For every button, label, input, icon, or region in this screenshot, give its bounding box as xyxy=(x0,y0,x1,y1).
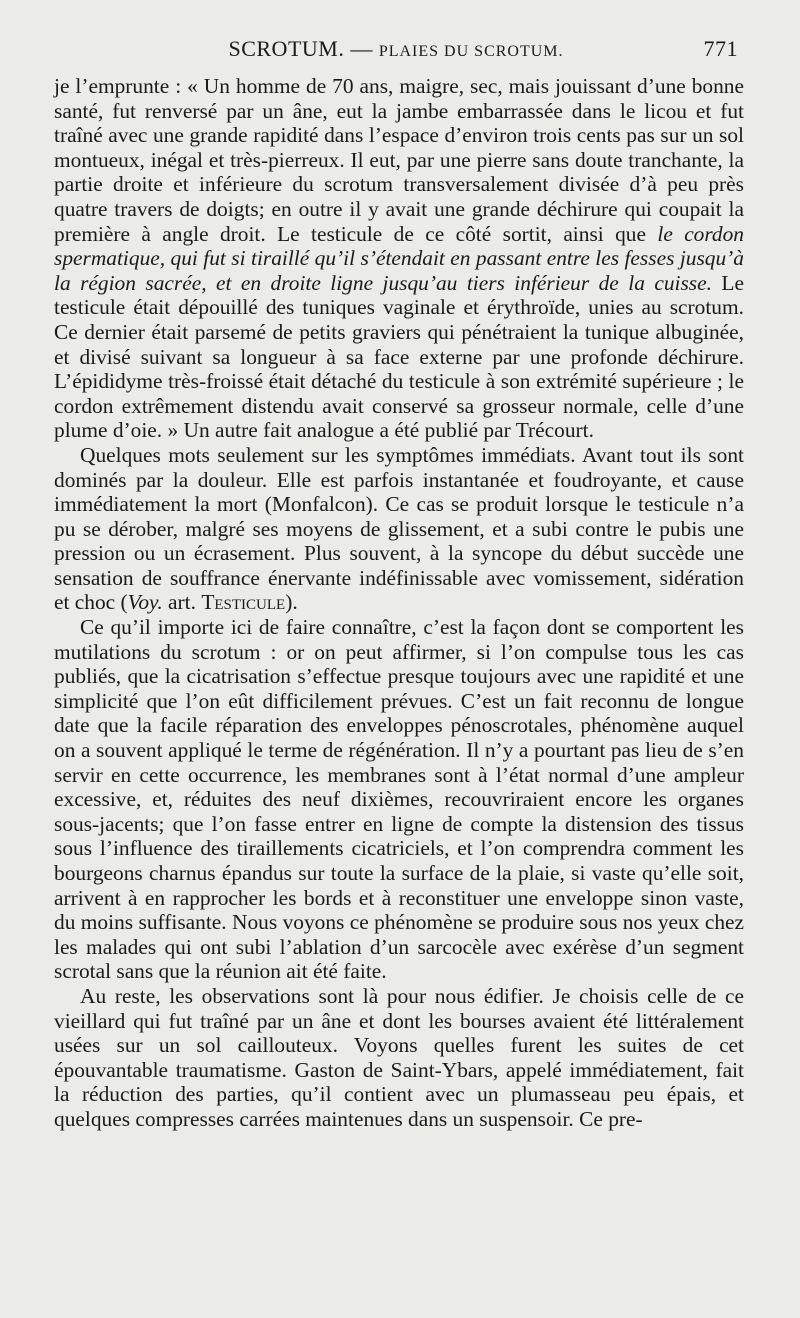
paragraph-3: Ce qu’il importe ici de faire connaître, c’est la façon dont se comportent les mutilations du scrotum : or on peut affirmer, si l’on compulse tous les cas publiés, que la cicatrisation s’effectue presque toujours avec une rapidité et une simplicité que l’on eût difficilement prévues. C’est un fait reconnu de longue date que la facile réparation des enveloppes pénoscrotales, phénomène auquel on a souvent appliqué le terme de régénération. Il n’y a pourtant pas lieu de s’en servir en cette occurrence, les membranes sont à l’état normal d’une ampleur excessive, et, réduites des neuf dixièmes, recouvriraient encore les organes sous-jacents; que l’on fasse entrer en ligne de compte la distension des tissus sous l’influence des tiraillements cicatriciels, et l’on comprendra comment les bourgeons charnus épandus sur toute la surface de la plaie, si vaste qu’elle soit, arrivent à en rapprocher les bords et à reconstituer une enveloppe sinon vaste, du moins suffisante. Nous voyons ce phénomène se produire sous nos yeux chez les malades qui ont subi l’ablation d’un sarcocèle avec exérèse d’un segment scrotal sans que la réunion ait été faite. xyxy=(54,615,744,984)
paragraph-4: Au reste, les observations sont là pour nous édifier. Je choisis celle de ce vieillard qui fut traîné par un âne et dont les bourses avaient été littéralement usées sur un sol caillouteux. Voyons quelles furent les suites de cet épouvantable traumatisme. Gaston de Saint-Ybars, appelé immédiatement, fait la réduction des parties, qu’il contient avec un plumasseau peu épais, et quelques compresses carrées maintenues dans un suspensoir. Ce pre- xyxy=(54,983,744,1131)
paragraph-2-voy: Voy. xyxy=(127,590,163,615)
paragraph-2-part-a: Quelques mots seulement sur les symptômes immédiats. Avant tout ils sont dominés par la douleur. Elle est parfois instantanée et foudroyante, et cause immédiatement la mort (Monfalcon). Ce cas se produit lorsque le testicule n’a pu se dérober, malgré ses moyens de glissement, et a subi contre le pubis une pression ou un écrasement. Plus souvent, à la syncope du début succède une sensation de souffrance énervante indéfinissable avec vomissement, sidération et choc ( xyxy=(54,442,744,615)
body-text xyxy=(54,74,744,1132)
paragraph-2-part-b: ). xyxy=(285,590,298,615)
paragraph-1-part-b: Le testicule était dépouillé des tuniques vaginale et érythroïde, unies au scrotum. Ce dernier était parsemé de petits graviers qui pénétraient la tunique albuginée, et divisé suivant sa longueur à sa face externe par une profonde déchirure. L’épididyme très-froissé était détaché du testicule à son extrémité supérieure ; le cordon extrêmement distendu avait conservé sa grosseur normale, celle d’une plume d’oie. » Un autre fait analogue a été publié par Trécourt. xyxy=(54,270,744,443)
header-subtitle: PLAIES DU SCROTUM. xyxy=(378,43,564,60)
paragraph-2-art: art. xyxy=(162,590,202,615)
header-title-line xyxy=(54,36,738,62)
header-title: SCROTUM. xyxy=(228,36,345,61)
header-dash: — xyxy=(350,36,373,61)
paragraph-2 xyxy=(54,443,744,615)
running-header xyxy=(54,36,738,62)
paragraph-1-part-a: je l’emprunte : « Un homme de 70 ans, maigre, sec, mais jouissant d’une bonne santé, fut renversé par un âne, eut la jambe embarrassée dans le licou et fut traîné avec une grande rapidité dans l’espace d’environ trois cents pas sur un sol montueux, inégal et très-pierreux. Il eut, par une pierre sans doute tranchante, la partie droite et inférieure du scrotum transversalement divisée d’à peu près quatre travers de doigts; en outre il y avait une grande déchirure qui coupait la première à angle droit. Le testicule de ce côté sortit, ainsi que xyxy=(54,74,744,246)
page-number: 771 xyxy=(703,36,738,61)
paragraph-2-testicule: Testicule xyxy=(201,590,286,615)
paragraph-1 xyxy=(54,74,744,443)
paragraph-1-italic: le cordon spermatique, qui fut si tiraillé qu’il s’étendait en passant entre les fesses jusqu’à la région sacrée, et en droite ligne jusqu’au tiers inférieur de la cuisse. xyxy=(54,221,744,295)
